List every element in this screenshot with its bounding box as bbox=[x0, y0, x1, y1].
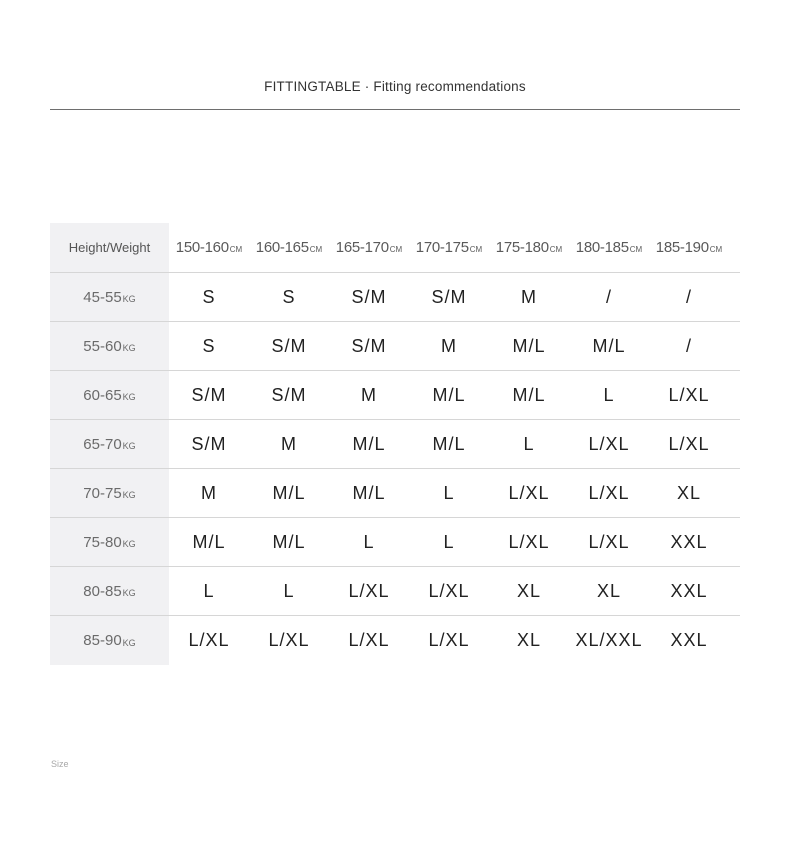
table-row bbox=[50, 518, 740, 567]
column-header-height bbox=[169, 223, 249, 272]
size-cell: XL bbox=[676, 482, 702, 503]
row-header-weight bbox=[50, 518, 169, 566]
column-header-height bbox=[569, 223, 649, 272]
size-cell: M bbox=[441, 335, 457, 356]
size-cell: M/L bbox=[352, 433, 386, 454]
size-cell: M/L bbox=[432, 384, 466, 405]
size-cell: L/XL bbox=[508, 531, 550, 552]
column-header-height bbox=[649, 223, 729, 272]
size-cell: L bbox=[443, 531, 455, 552]
size-cell: M bbox=[281, 433, 297, 454]
size-cell: L/XL bbox=[348, 580, 390, 601]
title-divider bbox=[50, 109, 740, 110]
row-header-weight bbox=[50, 322, 169, 370]
row-header-weight bbox=[50, 273, 169, 321]
size-cell: L bbox=[203, 580, 215, 601]
size-chart-table bbox=[50, 223, 740, 665]
table-row bbox=[50, 469, 740, 518]
row-header-weight bbox=[50, 567, 169, 615]
size-cell: L bbox=[523, 433, 535, 454]
height-range: 150-160 bbox=[175, 239, 229, 256]
size-cell: / bbox=[605, 286, 612, 307]
table-row bbox=[50, 322, 740, 371]
height-range: 175-180 bbox=[495, 239, 549, 256]
size-cell: / bbox=[685, 335, 692, 356]
size-cell: XL bbox=[516, 630, 542, 650]
size-cell: L/XL bbox=[348, 630, 390, 650]
size-cell: S/M bbox=[431, 286, 467, 307]
size-cell: XL bbox=[516, 580, 542, 601]
size-cell: M/L bbox=[432, 433, 466, 454]
size-cell: L bbox=[603, 384, 615, 405]
size-cell: M/L bbox=[512, 384, 546, 405]
size-cell: XL/XXL bbox=[575, 630, 643, 650]
size-cell: M/L bbox=[352, 482, 386, 503]
weight-range: 65-70 bbox=[83, 435, 122, 453]
size-cell: S bbox=[202, 335, 216, 356]
size-cell: M bbox=[361, 384, 377, 405]
size-cell: S/M bbox=[191, 433, 227, 454]
size-cell: L/XL bbox=[588, 482, 630, 503]
size-cell: / bbox=[685, 286, 692, 307]
size-cell: S/M bbox=[191, 384, 227, 405]
height-unit: CM bbox=[549, 245, 563, 254]
height-range: 170-175 bbox=[415, 239, 469, 256]
weight-unit: KG bbox=[122, 343, 136, 353]
size-cell: M/L bbox=[192, 531, 226, 552]
height-range: 165-170 bbox=[335, 239, 389, 256]
weight-unit: KG bbox=[122, 490, 136, 500]
size-cell: L/XL bbox=[668, 384, 710, 405]
size-cell: L/XL bbox=[508, 482, 550, 503]
table-row bbox=[50, 273, 740, 322]
size-cell: M/L bbox=[512, 335, 546, 356]
height-unit: CM bbox=[629, 245, 643, 254]
size-cell: L/XL bbox=[188, 630, 230, 650]
size-cell: S/M bbox=[271, 335, 307, 356]
height-range: 185-190 bbox=[655, 239, 709, 256]
height-unit: CM bbox=[309, 245, 323, 254]
size-cell: L bbox=[363, 531, 375, 552]
column-header-height bbox=[329, 223, 409, 272]
row-header-weight bbox=[50, 469, 169, 517]
size-cell: XL bbox=[596, 580, 622, 601]
height-unit: CM bbox=[709, 245, 723, 254]
weight-unit: KG bbox=[122, 539, 136, 549]
size-cell: L bbox=[443, 482, 455, 503]
height-unit: CM bbox=[229, 245, 243, 254]
size-cell: XXL bbox=[670, 531, 708, 552]
size-cell: L/XL bbox=[588, 433, 630, 454]
size-cell: XXL bbox=[670, 580, 708, 601]
footnote-label: Size bbox=[51, 759, 69, 769]
weight-range: 85-90 bbox=[83, 632, 122, 649]
size-cell: L/XL bbox=[588, 531, 630, 552]
table-row bbox=[50, 616, 740, 665]
weight-unit: KG bbox=[122, 637, 136, 648]
height-range: 160-165 bbox=[255, 239, 309, 256]
weight-range: 70-75 bbox=[83, 484, 122, 502]
row-header-weight bbox=[50, 420, 169, 468]
size-cell: S/M bbox=[351, 286, 387, 307]
column-header-height bbox=[489, 223, 569, 272]
weight-unit: KG bbox=[122, 441, 136, 451]
size-cell: L/XL bbox=[428, 580, 470, 601]
weight-unit: KG bbox=[122, 294, 136, 304]
height-unit: CM bbox=[469, 245, 483, 254]
size-cell: M bbox=[201, 482, 217, 503]
row-header-weight bbox=[50, 616, 169, 665]
table-row bbox=[50, 420, 740, 469]
page-title: FITTINGTABLE · Fitting recommendations bbox=[264, 79, 526, 94]
size-cell: XXL bbox=[670, 630, 708, 650]
table-header-row bbox=[50, 223, 740, 273]
height-range: 180-185 bbox=[575, 239, 629, 256]
size-cell: L bbox=[283, 580, 295, 601]
height-unit: CM bbox=[389, 245, 403, 254]
weight-unit: KG bbox=[122, 392, 136, 402]
size-cell: S bbox=[202, 286, 216, 307]
size-cell: L/XL bbox=[668, 433, 710, 454]
weight-range: 80-85 bbox=[83, 582, 122, 600]
size-cell: M/L bbox=[272, 482, 306, 503]
weight-range: 75-80 bbox=[83, 533, 122, 551]
column-header-height bbox=[409, 223, 489, 272]
size-cell: S/M bbox=[351, 335, 387, 356]
size-cell: M/L bbox=[592, 335, 626, 356]
column-header-height bbox=[249, 223, 329, 272]
row-header-weight bbox=[50, 371, 169, 419]
size-cell: L/XL bbox=[428, 630, 470, 650]
corner-label: Height/Weight bbox=[50, 223, 169, 272]
size-cell: M/L bbox=[272, 531, 306, 552]
size-cell: L/XL bbox=[268, 630, 310, 650]
weight-range: 45-55 bbox=[83, 288, 122, 306]
size-cell: M bbox=[521, 286, 537, 307]
size-cell: S bbox=[282, 286, 296, 307]
size-cell: S/M bbox=[271, 384, 307, 405]
weight-unit: KG bbox=[122, 588, 136, 598]
weight-range: 60-65 bbox=[83, 386, 122, 404]
weight-range: 55-60 bbox=[83, 337, 122, 355]
table-row bbox=[50, 567, 740, 616]
table-row bbox=[50, 371, 740, 420]
